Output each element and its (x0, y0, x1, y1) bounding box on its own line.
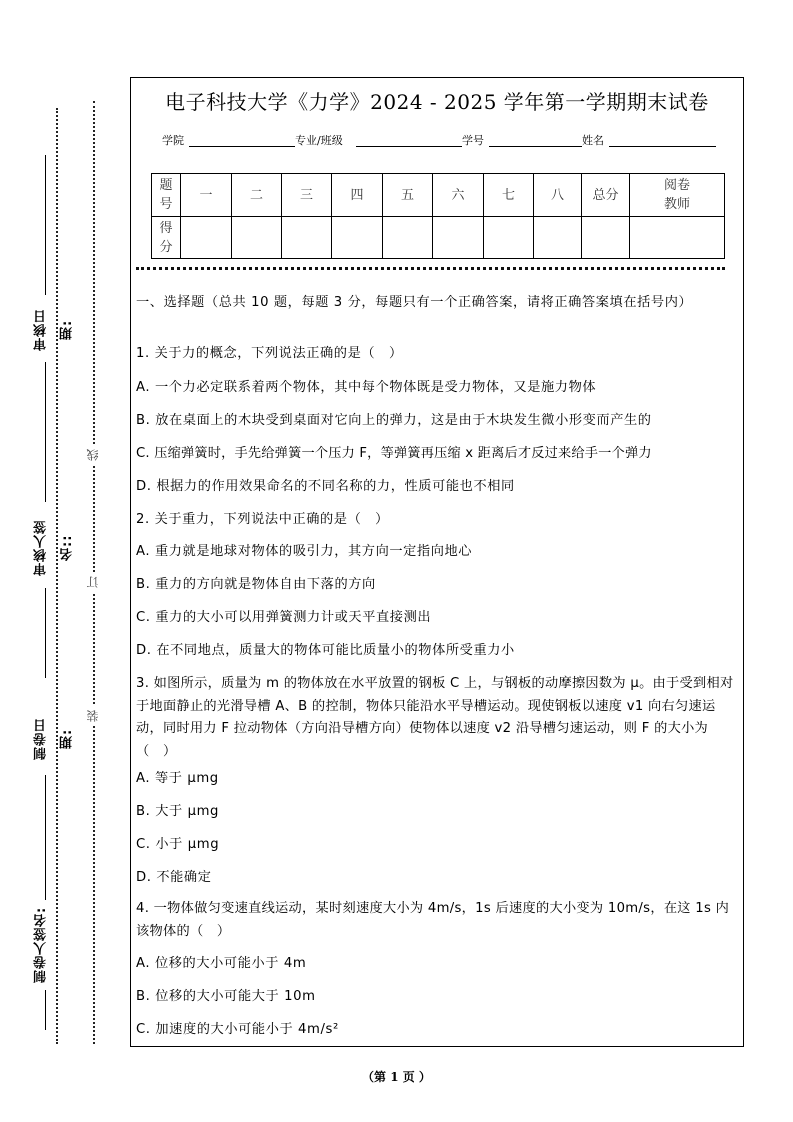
grader-label: 阅卷 教师 (630, 174, 725, 217)
question-1-option-b: B. 放在桌面上的木块受到桌面对它向上的弹力，这是由于木块发生微小形变而产生的 (136, 413, 652, 428)
binding-dotted-line-outer (56, 108, 58, 1044)
score-table-score-row (152, 217, 725, 259)
exam-title: 电子科技大学《力学》2024 - 2025 学年第一学期期末试卷 (165, 90, 709, 114)
question-2-option-a: A. 重力就是地球对物体的吸引力，其方向一定指向地心 (136, 544, 473, 559)
name-field[interactable] (609, 146, 716, 147)
reviewer-signature-label: 审核人签名:: (34, 520, 75, 576)
question-4-stem: 4. 一物体做匀变速直线运动，某时刻速度大小为 4m/s，1s 后速度的大小变为 10m/s，在这 1s 内该物体的（ ） (136, 901, 730, 939)
column-header: 二 (232, 174, 282, 217)
column-header: 四 (332, 174, 383, 217)
score-cell[interactable] (383, 217, 433, 259)
maker-signature-label: 制卷人签名: (34, 906, 49, 984)
score-cell-total[interactable] (582, 217, 630, 259)
reviewer-date-label: 审核日期: (34, 309, 75, 351)
signature-line (45, 588, 46, 678)
score-cell[interactable] (181, 217, 232, 259)
name-label: 姓名 (582, 134, 604, 147)
question-4-option-c: C. 加速度的大小可能小于 4m/s² (136, 1022, 339, 1037)
score-cell[interactable] (282, 217, 332, 259)
question-4-option-a: A. 位移的大小可能小于 4m (136, 956, 307, 971)
question-3-option-b: B. 大于 μmg (136, 804, 220, 819)
signature-line (45, 155, 46, 295)
signature-line (45, 362, 46, 502)
question-3-stem: 3. 如图所示，质量为 m 的物体放在水平放置的钢板 C 上，与钢板的动摩擦因数为 μ。由于受到相对于地面静止的光滑导槽 A、B 的控制，物体只能沿水平导槽运动。现使钢板以速度 v1 向右匀速运动，同时用力 F 拉动物体（方向沿导槽方向）使物体以速度 v2 沿导槽匀速运动，则 F 的大小为（ ） (136, 676, 734, 759)
question-1-stem: 1. 关于力的概念，下列说法正确的是（ ） (136, 346, 403, 361)
question-number-label: 题 号 (152, 174, 181, 217)
signature-line (45, 775, 46, 900)
score-cell[interactable] (433, 217, 484, 259)
binding-mark-bind: 订 (84, 572, 102, 592)
question-1-option-d: D. 根据力的作用效果命名的不同名称的力，性质可能也不相同 (136, 479, 515, 494)
question-4-option-b: B. 位移的大小可能大于 10m (136, 989, 316, 1004)
score-cell[interactable] (534, 217, 582, 259)
grader-cell[interactable] (630, 217, 725, 259)
college-field[interactable] (189, 146, 295, 147)
question-2-option-c: C. 重力的大小可以用弹簧测力计或天平直接测出 (136, 610, 432, 625)
question-3-option-c: C. 小于 μmg (136, 837, 220, 852)
section-separator (136, 267, 725, 270)
maker-date-label: 制卷日期: (34, 718, 75, 760)
binding-mark-mount: 装 (84, 706, 102, 726)
score-table-header-row (152, 174, 725, 217)
section-heading: 一、选择题（总共 10 题，每题 3 分，每题只有一个正确答案，请将正确答案填在括号内） (136, 295, 693, 310)
signature-line (45, 990, 46, 1030)
score-cell[interactable] (484, 217, 534, 259)
column-header: 六 (433, 174, 484, 217)
column-header: 八 (534, 174, 582, 217)
column-header: 五 (383, 174, 433, 217)
binding-mark-line: 线 (84, 445, 102, 465)
student-id-field[interactable] (489, 146, 582, 147)
column-header: 七 (484, 174, 534, 217)
major-class-label: 专业/班级 (295, 134, 343, 147)
question-1-option-a: A. 一个力必定联系着两个物体，其中每个物体既是受力物体，又是施力物体 (136, 380, 597, 395)
score-cell[interactable] (332, 217, 383, 259)
score-label: 得 分 (152, 217, 181, 259)
question-2-stem: 2. 关于重力，下列说法中正确的是（ ） (136, 512, 389, 527)
major-class-field[interactable] (356, 146, 462, 147)
student-info-row (162, 130, 722, 150)
question-2-option-d: D. 在不同地点，质量大的物体可能比质量小的物体所受重力小 (136, 643, 515, 658)
column-header: 一 (181, 174, 232, 217)
college-label: 学院 (162, 134, 184, 147)
question-3-option-a: A. 等于 μmg (136, 771, 219, 786)
page-number: （第 1 页 ） (362, 1070, 431, 1084)
score-table (151, 173, 725, 259)
student-id-label: 学号 (462, 134, 484, 147)
question-1-option-c: C. 压缩弹簧时，手先给弹簧一个压力 F，等弹簧再压缩 x 距离后才反过来给手一个弹力 (136, 446, 652, 461)
question-3-option-d: D. 不能确定 (136, 870, 212, 885)
score-cell[interactable] (232, 217, 282, 259)
column-header: 三 (282, 174, 332, 217)
column-header-total: 总分 (582, 174, 630, 217)
question-2-option-b: B. 重力的方向就是物体自由下落的方向 (136, 577, 376, 592)
